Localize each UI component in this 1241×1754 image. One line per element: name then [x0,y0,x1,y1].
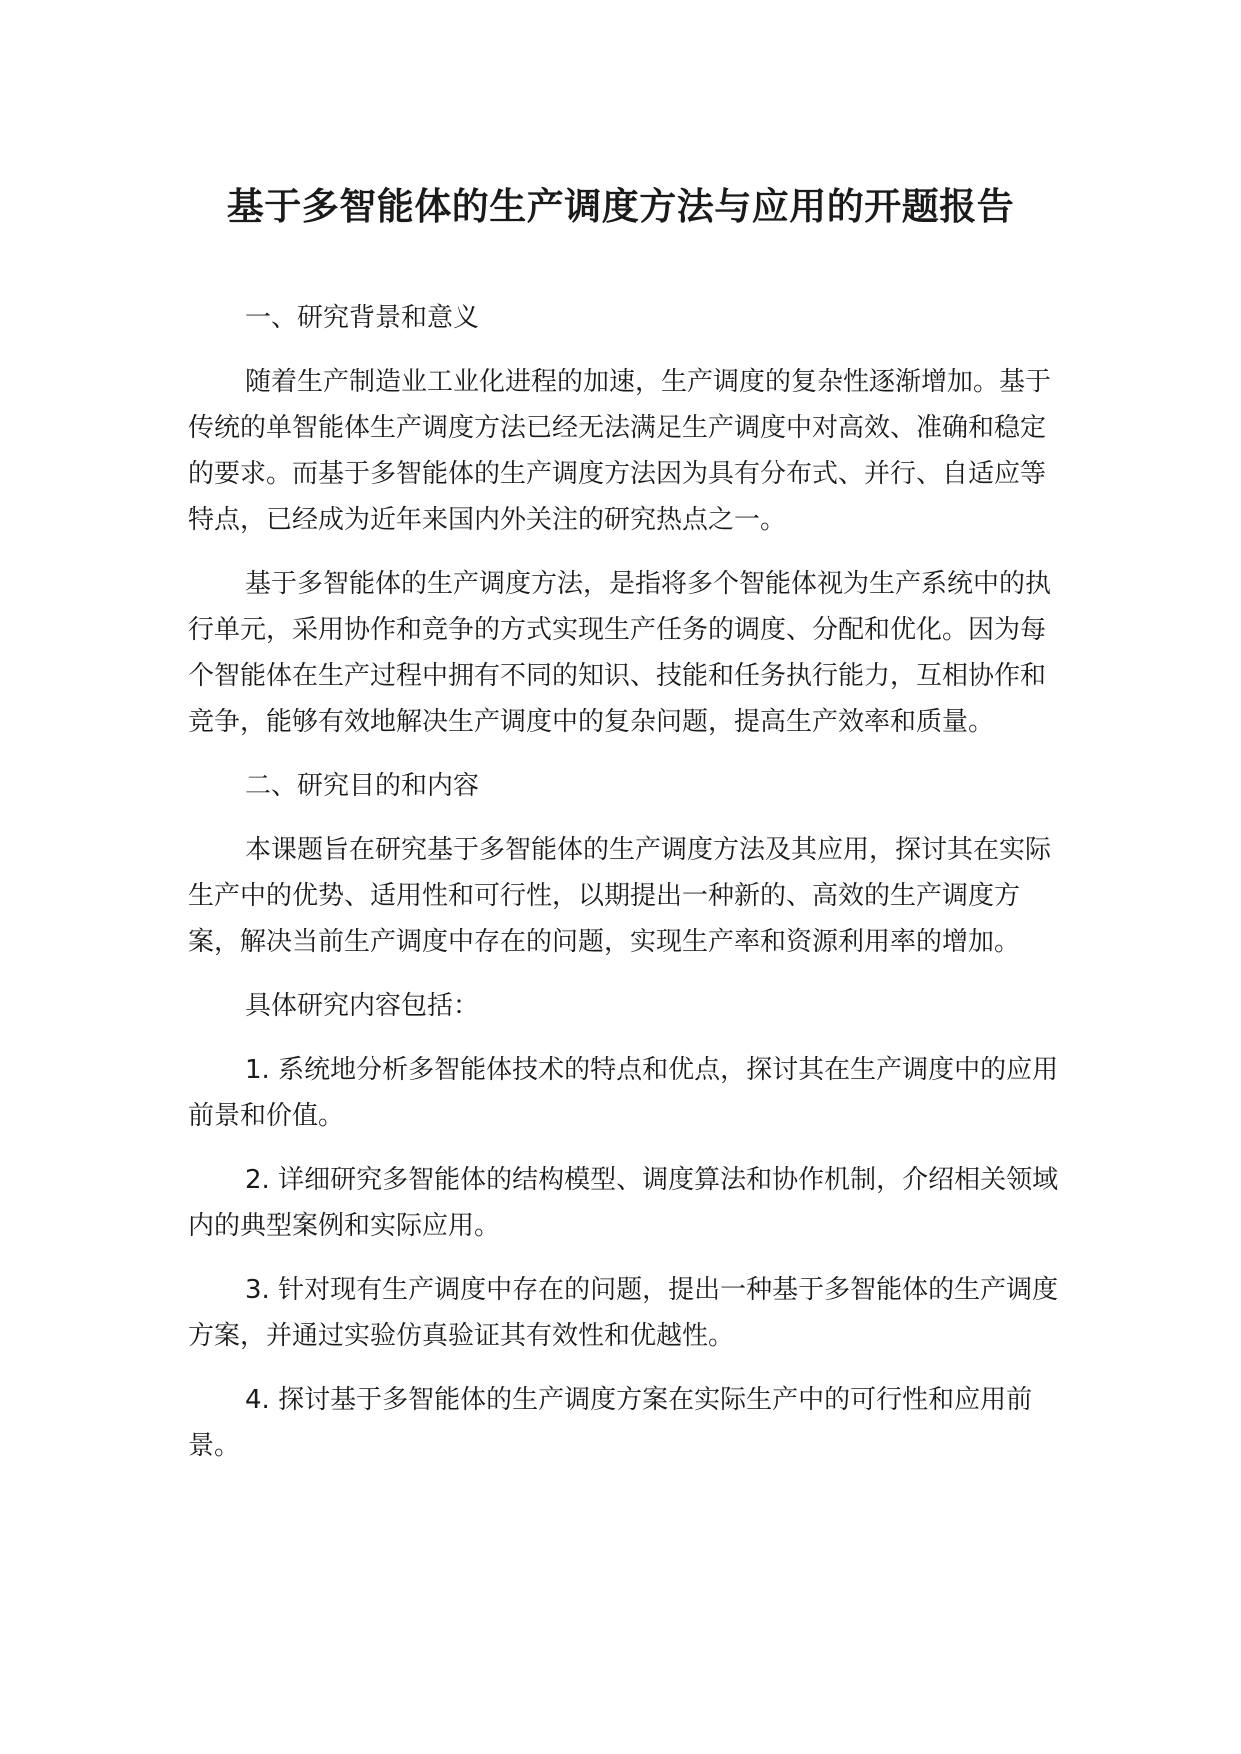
document-title: 基于多智能体的生产调度方法与应用的开题报告 [226,185,1015,228]
section-heading-objectives: 二、研究目的和内容 [245,771,480,801]
paragraph-background-2: 基于多智能体的生产调度方法，是指将多个智能体视为生产系统中的执行单元，采用协作和竞争的方式实现生产任务的调度、分配和优化。因为每个智能体在生产过程中拥有不同的知识、技能和任务执行能力，互相协作和竞争，能够有效地解决生产调度中的复杂问题，提高生产效率和质量。 [188,569,1052,737]
section-heading-background: 一、研究背景和意义 [245,303,480,333]
paragraph-background-1: 随着生产制造业工业化进程的加速，生产调度的复杂性逐渐增加。基于传统的单智能体生产调度方法已经无法满足生产调度中对高效、准确和稳定的要求。而基于多智能体的生产调度方法因为具有分布式、并行、自适应等特点，已经成为近年来国内外关注的研究热点之一。 [188,367,1052,535]
list-item-4: 4. 探讨基于多智能体的生产调度方案在实际生产中的可行性和应用前景。 [188,1385,1033,1461]
list-item-1: 1. 系统地分析多智能体技术的特点和优点，探讨其在生产调度中的应用前景和价值。 [188,1055,1059,1131]
list-item-2: 2. 详细研究多智能体的结构模型、调度算法和协作机制，介绍相关领域内的典型案例和实际应用。 [188,1165,1059,1241]
document-body [188,295,1068,1487]
paragraph-objectives-1: 本课题旨在研究基于多智能体的生产调度方法及其应用，探讨其在实际生产中的优势、适用性和可行性，以期提出一种新的、高效的生产调度方案，解决当前生产调度中存在的问题，实现生产率和资源利用率的增加。 [188,835,1052,957]
list-item-3: 3. 针对现有生产调度中存在的问题，提出一种基于多智能体的生产调度方案，并通过实验仿真验证其有效性和优越性。 [188,1275,1059,1351]
paragraph-objectives-intro: 具体研究内容包括： [245,991,480,1021]
